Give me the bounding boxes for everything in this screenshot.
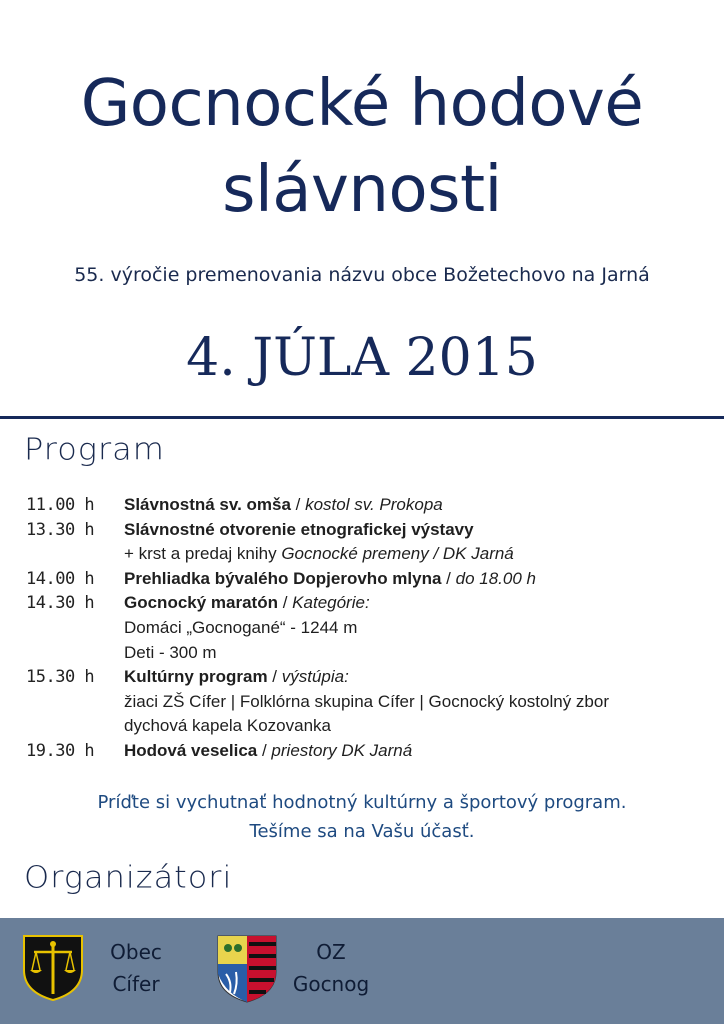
program-event-name: Slávnostná sv. omša xyxy=(124,495,291,514)
program-row xyxy=(26,616,706,641)
program-row xyxy=(26,690,706,715)
program-description xyxy=(124,714,706,739)
program-event-name: Prehliadka bývalého Dopjerovho mlyna xyxy=(124,568,442,588)
program-location: Kategórie: xyxy=(292,593,370,613)
program-row xyxy=(26,591,706,616)
program-event-name: Kultúrny program xyxy=(124,667,268,687)
program-row xyxy=(26,739,706,764)
program-time xyxy=(26,690,124,715)
program-heading: Program xyxy=(24,430,165,468)
cifer-coat-of-arms-icon xyxy=(22,934,84,1002)
program-location: výstúpia: xyxy=(281,667,349,687)
program-description xyxy=(124,616,706,641)
invitation-line-2: Tešíme sa na Vašu účasť. xyxy=(249,821,475,842)
organizer-cifer-line-1: Obec xyxy=(110,940,162,964)
program-time xyxy=(26,714,124,739)
divider xyxy=(0,416,724,419)
program-time: 14.30 h xyxy=(26,593,95,614)
program-detail: / xyxy=(278,593,293,613)
program-time: 19.30 h xyxy=(26,740,95,761)
program-location: kostol sv. Prokopa xyxy=(305,495,443,514)
program-detail: Deti - 300 m xyxy=(124,642,217,662)
program-description xyxy=(124,567,706,592)
program-time: 13.30 h xyxy=(26,519,95,540)
organizer-gocnog-line-1: OZ xyxy=(316,940,346,964)
title-line-1: Gocnocké hodové xyxy=(80,67,644,141)
event-date: 4. JÚLA 2015 xyxy=(186,328,538,388)
program-row xyxy=(26,665,706,690)
title-line-2: slávnosti xyxy=(222,153,502,227)
program-detail: / xyxy=(267,667,282,687)
program-time: 11.00 h xyxy=(26,495,95,515)
program-time xyxy=(26,616,124,641)
subtitle: 55. výročie premenovania názvu obce Božetechovo na Jarná xyxy=(74,264,650,286)
program-detail: žiaci ZŠ Cífer | Folklórna skupina Cífer | Gocnocký kostolný zbor xyxy=(124,691,610,711)
program-time xyxy=(26,542,124,567)
program-event-name: Gocnocký maratón xyxy=(124,593,278,613)
program-time: 14.00 h xyxy=(26,568,95,589)
program-row xyxy=(26,567,706,592)
program-detail: dychová kapela Kozovanka xyxy=(124,716,331,736)
program-detail: / xyxy=(441,568,456,588)
program-time xyxy=(26,641,124,666)
program-description xyxy=(124,665,706,690)
program-row xyxy=(26,518,706,543)
gocnog-coat-of-arms-icon xyxy=(216,934,278,1004)
program-row xyxy=(26,714,706,739)
organizers-heading: Organizátori xyxy=(24,858,233,896)
program-description xyxy=(124,493,706,518)
invitation xyxy=(0,788,724,846)
program-detail: / xyxy=(290,495,306,514)
program-time: 15.30 h xyxy=(26,667,95,688)
program-detail: + krst a predaj knihy xyxy=(124,544,282,564)
program-description xyxy=(124,518,706,543)
program-row xyxy=(26,542,706,567)
program-event-name: Slávnostné otvorenie etnografickej výstavy xyxy=(124,519,474,539)
program-detail: / xyxy=(257,740,272,760)
organizer-gocnog xyxy=(286,936,376,1000)
program-row xyxy=(26,493,706,518)
program-location: Gocnocké premeny / DK Jarná xyxy=(281,544,514,564)
organizer-cifer xyxy=(96,936,176,1000)
program-event-name: Hodová veselica xyxy=(124,740,258,760)
program-detail: Domáci „Gocnogané“ - 1244 m xyxy=(124,617,358,637)
program-description xyxy=(124,641,706,666)
program-location: do 18.00 h xyxy=(455,568,536,588)
program-description xyxy=(124,690,706,715)
program-description xyxy=(124,739,706,764)
program-description xyxy=(124,542,706,567)
organizer-gocnog-line-2: Gocnog xyxy=(292,972,370,996)
invitation-line-1: Príďte si vychutnať hodnotný kultúrny a športový program. xyxy=(97,792,627,813)
program-list xyxy=(26,493,706,764)
organizer-cifer-line-2: Cífer xyxy=(112,972,160,996)
program-row xyxy=(26,641,706,666)
program-description xyxy=(124,591,706,616)
program-location: priestory DK Jarná xyxy=(271,740,413,760)
